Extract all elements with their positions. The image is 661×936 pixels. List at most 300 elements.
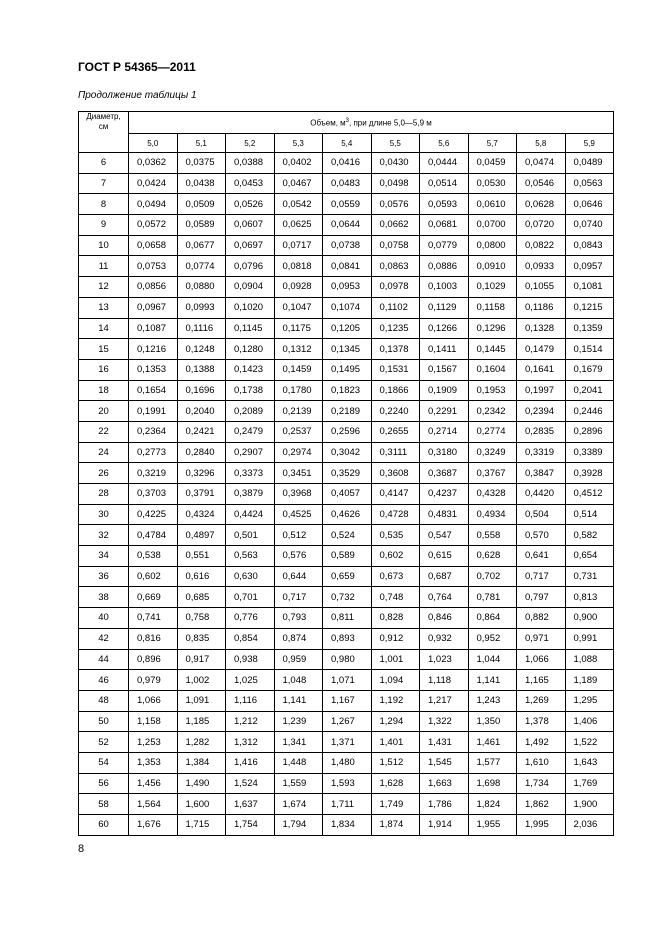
- volume-cell: 0,0800: [468, 235, 517, 256]
- volume-cell: 0,0402: [274, 153, 323, 174]
- volume-cell: 0,602: [371, 546, 420, 567]
- volume-cell: 0,1248: [177, 339, 226, 360]
- volume-cell: 0,0628: [517, 194, 566, 215]
- volume-cell: 0,4897: [177, 525, 226, 546]
- diameter-cell: 60: [79, 815, 129, 836]
- volume-cell: 0,659: [323, 566, 372, 587]
- volume-cell: 0,1116: [177, 318, 226, 339]
- volume-cell: 0,816: [129, 628, 178, 649]
- volume-cell: 0,0904: [226, 277, 275, 298]
- volume-cell: 0,3451: [274, 463, 323, 484]
- volume-cell: 0,2342: [468, 401, 517, 422]
- volume-cell: 0,0563: [565, 173, 614, 194]
- volume-cell: 0,0362: [129, 153, 178, 174]
- volume-cell: 0,1235: [371, 318, 420, 339]
- volume-cell: 0,0993: [177, 297, 226, 318]
- volume-cell: 0,1641: [517, 359, 566, 380]
- volume-cell: 0,1445: [468, 339, 517, 360]
- table-continuation-caption: Продолжение таблицы 1: [78, 90, 197, 101]
- volume-cell: 0,2835: [517, 421, 566, 442]
- volume-cell: 1,406: [565, 711, 614, 732]
- volume-cell: 0,0967: [129, 297, 178, 318]
- table-row: [79, 318, 614, 339]
- table-row: [79, 256, 614, 277]
- volume-cell: 0,1020: [226, 297, 275, 318]
- length-header-cell: 5,9: [565, 134, 614, 153]
- volume-cell: 1,023: [420, 649, 469, 670]
- volume-cell: 0,0933: [517, 256, 566, 277]
- volume-cell: 0,991: [565, 628, 614, 649]
- length-header-cell: 5,8: [517, 134, 566, 153]
- volume-cell: 0,1003: [420, 277, 469, 298]
- volume-cell: 0,0559: [323, 194, 372, 215]
- volume-cell: 0,2840: [177, 442, 226, 463]
- volume-cell: 0,1654: [129, 380, 178, 401]
- volume-cell: 0,669: [129, 587, 178, 608]
- volume-cell: 0,835: [177, 628, 226, 649]
- volume-cell: 0,3879: [226, 484, 275, 505]
- volume-cell: 0,1055: [517, 277, 566, 298]
- volume-cell: 0,932: [420, 628, 469, 649]
- volume-cell: 0,0542: [274, 194, 323, 215]
- volume-cell: 0,1738: [226, 380, 275, 401]
- volume-cell: 0,0953: [323, 277, 372, 298]
- table-row: [79, 670, 614, 691]
- volume-cell: 0,0658: [129, 235, 178, 256]
- volume-cell: 0,0662: [371, 215, 420, 236]
- volume-table: [78, 111, 614, 836]
- volume-cell: 0,1388: [177, 359, 226, 380]
- diameter-cell: 36: [79, 566, 129, 587]
- volume-cell: 0,1823: [323, 380, 372, 401]
- volume-cell: 0,4512: [565, 484, 614, 505]
- volume-cell: 0,4626: [323, 504, 372, 525]
- volume-cell: 0,0589: [177, 215, 226, 236]
- table-row: [79, 442, 614, 463]
- volume-cell: 0,0416: [323, 153, 372, 174]
- volume-cell: 0,912: [371, 628, 420, 649]
- volume-cell: 0,0514: [420, 173, 469, 194]
- diameter-cell: 11: [79, 256, 129, 277]
- volume-cell: 0,0430: [371, 153, 420, 174]
- volume-cell: 1,698: [468, 773, 517, 794]
- volume-cell: 0,2479: [226, 421, 275, 442]
- volume-cell: 0,3249: [468, 442, 517, 463]
- table-row: [79, 339, 614, 360]
- volume-cell: 0,2774: [468, 421, 517, 442]
- table-row: [79, 608, 614, 629]
- volume-cell: 0,4831: [420, 504, 469, 525]
- volume-cell: 0,1567: [420, 359, 469, 380]
- volume-cell: 1,862: [517, 794, 566, 815]
- volume-cell: 0,0526: [226, 194, 275, 215]
- volume-cell: 0,0796: [226, 256, 275, 277]
- volume-cell: 0,781: [468, 587, 517, 608]
- volume-cell: 0,1411: [420, 339, 469, 360]
- table-row: [79, 628, 614, 649]
- volume-header-suffix: , при длине 5,0—5,9 м: [349, 118, 432, 128]
- volume-cell: 0,641: [517, 546, 566, 567]
- volume-cell: 1,416: [226, 752, 275, 773]
- volume-cell: 1,955: [468, 815, 517, 836]
- diameter-cell: 32: [79, 525, 129, 546]
- diameter-cell: 7: [79, 173, 129, 194]
- volume-cell: 0,1479: [517, 339, 566, 360]
- page-number: 8: [78, 843, 85, 855]
- volume-cell: 0,0453: [226, 173, 275, 194]
- volume-cell: 1,874: [371, 815, 420, 836]
- diameter-cell: 40: [79, 608, 129, 629]
- diameter-cell: 24: [79, 442, 129, 463]
- volume-cell: 0,0576: [371, 194, 420, 215]
- volume-cell: 0,0856: [129, 277, 178, 298]
- volume-cell: 0,2596: [323, 421, 372, 442]
- volume-cell: 0,764: [420, 587, 469, 608]
- volume-cell: 0,980: [323, 649, 372, 670]
- volume-cell: 0,2974: [274, 442, 323, 463]
- volume-cell: 0,0438: [177, 173, 226, 194]
- volume-cell: 1,071: [323, 670, 372, 691]
- volume-cell: 0,673: [371, 566, 420, 587]
- volume-cell: 1,141: [468, 670, 517, 691]
- volume-cell: 1,118: [420, 670, 469, 691]
- volume-cell: 0,0444: [420, 153, 469, 174]
- volume-cell: 1,371: [323, 732, 372, 753]
- volume-cell: 1,217: [420, 690, 469, 711]
- volume-cell: 0,2537: [274, 421, 323, 442]
- diameter-cell: 10: [79, 235, 129, 256]
- volume-cell: 0,971: [517, 628, 566, 649]
- diameter-label: Диаметр,: [86, 112, 121, 121]
- diameter-cell: 12: [79, 277, 129, 298]
- volume-cell: 1,674: [274, 794, 323, 815]
- volume-cell: 0,893: [323, 628, 372, 649]
- volume-cell: 1,088: [565, 649, 614, 670]
- diameter-cell: 9: [79, 215, 129, 236]
- volume-cell: 0,0928: [274, 277, 323, 298]
- volume-cell: 0,0625: [274, 215, 323, 236]
- volume-cell: 0,4324: [177, 504, 226, 525]
- volume-cell: 0,959: [274, 649, 323, 670]
- diameter-cell: 46: [79, 670, 129, 691]
- volume-cell: 0,628: [468, 546, 517, 567]
- volume-cell: 0,0681: [420, 215, 469, 236]
- volume-cell: 0,0738: [323, 235, 372, 256]
- volume-cell: 0,0607: [226, 215, 275, 236]
- volume-cell: 0,1604: [468, 359, 517, 380]
- volume-cell: 0,0717: [274, 235, 323, 256]
- diameter-cell: 54: [79, 752, 129, 773]
- volume-cell: 0,0483: [323, 173, 372, 194]
- volume-cell: 0,3296: [177, 463, 226, 484]
- diameter-cell: 56: [79, 773, 129, 794]
- diameter-cell: 50: [79, 711, 129, 732]
- volume-cell: 0,514: [565, 504, 614, 525]
- volume-cell: 1,492: [517, 732, 566, 753]
- table-row: [79, 380, 614, 401]
- volume-cell: 0,654: [565, 546, 614, 567]
- volume-cell: 0,589: [323, 546, 372, 567]
- volume-cell: 0,2089: [226, 401, 275, 422]
- table-row: [79, 649, 614, 670]
- volume-cell: 0,874: [274, 628, 323, 649]
- volume-cell: 0,0818: [274, 256, 323, 277]
- volume-cell: 1,663: [420, 773, 469, 794]
- volume-cell: 0,615: [420, 546, 469, 567]
- volume-cell: 0,979: [129, 670, 178, 691]
- volume-cell: 0,0740: [565, 215, 614, 236]
- volume-cell: 1,545: [420, 752, 469, 773]
- document-header: ГОСТ Р 54365—2011: [78, 60, 196, 74]
- volume-cell: 1,564: [129, 794, 178, 815]
- volume-cell: 0,0677: [177, 235, 226, 256]
- diameter-cell: 16: [79, 359, 129, 380]
- volume-cell: 0,3608: [371, 463, 420, 484]
- diameter-cell: 30: [79, 504, 129, 525]
- volume-cell: 1,628: [371, 773, 420, 794]
- volume-cell: 1,048: [274, 670, 323, 691]
- volume-cell: 0,0863: [371, 256, 420, 277]
- diameter-cell: 22: [79, 421, 129, 442]
- volume-cell: 0,4424: [226, 504, 275, 525]
- length-header-row: [79, 134, 614, 153]
- volume-cell: 0,717: [517, 566, 566, 587]
- volume-cell: 0,0886: [420, 256, 469, 277]
- volume-cell: 1,044: [468, 649, 517, 670]
- volume-cell: 0,0494: [129, 194, 178, 215]
- volume-cell: 0,1129: [420, 297, 469, 318]
- volume-cell: 0,1186: [517, 297, 566, 318]
- volume-cell: 0,0572: [129, 215, 178, 236]
- diameter-cell: 52: [79, 732, 129, 753]
- volume-cell: 0,0610: [468, 194, 517, 215]
- volume-cell: 0,4728: [371, 504, 420, 525]
- volume-cell: 1,456: [129, 773, 178, 794]
- volume-cell: 0,644: [274, 566, 323, 587]
- table-row: [79, 752, 614, 773]
- volume-cell: 0,0774: [177, 256, 226, 277]
- volume-cell: 0,616: [177, 566, 226, 587]
- volume-cell: 0,3389: [565, 442, 614, 463]
- volume-cell: 0,1359: [565, 318, 614, 339]
- volume-cell: 0,0843: [565, 235, 614, 256]
- volume-cell: 0,0753: [129, 256, 178, 277]
- volume-cell: 1,167: [323, 690, 372, 711]
- table-row: [79, 711, 614, 732]
- volume-cell: 0,504: [517, 504, 566, 525]
- volume-cell: 0,0546: [517, 173, 566, 194]
- volume-cell: 0,732: [323, 587, 372, 608]
- volume-cell: 0,797: [517, 587, 566, 608]
- volume-cell: 0,2364: [129, 421, 178, 442]
- volume-cell: 1,490: [177, 773, 226, 794]
- volume-cell: 0,1345: [323, 339, 372, 360]
- volume-cell: 1,295: [565, 690, 614, 711]
- volume-cell: 0,0530: [468, 173, 517, 194]
- volume-cell: 1,269: [517, 690, 566, 711]
- volume-cell: 1,559: [274, 773, 323, 794]
- volume-cell: 1,192: [371, 690, 420, 711]
- volume-cell: 0,0489: [565, 153, 614, 174]
- volume-cell: 0,547: [420, 525, 469, 546]
- volume-cell: 1,378: [517, 711, 566, 732]
- volume-cell: 0,0841: [323, 256, 372, 277]
- volume-cell: 1,401: [371, 732, 420, 753]
- table-row: [79, 484, 614, 505]
- volume-cell: 0,3687: [420, 463, 469, 484]
- volume-cell: 0,524: [323, 525, 372, 546]
- volume-cell: 1,312: [226, 732, 275, 753]
- length-header-cell: 5,2: [226, 134, 275, 153]
- volume-cell: 0,2896: [565, 421, 614, 442]
- volume-cell: 1,353: [129, 752, 178, 773]
- volume-cell: 1,066: [517, 649, 566, 670]
- volume-cell: 1,189: [565, 670, 614, 691]
- volume-cell: 0,0375: [177, 153, 226, 174]
- volume-cell: 0,3042: [323, 442, 372, 463]
- volume-cell: 1,025: [226, 670, 275, 691]
- volume-cell: 0,1029: [468, 277, 517, 298]
- volume-cell: 0,1378: [371, 339, 420, 360]
- volume-cell: 0,3219: [129, 463, 178, 484]
- diameter-cell: 18: [79, 380, 129, 401]
- volume-cell: 1,900: [565, 794, 614, 815]
- volume-cell: 0,1102: [371, 297, 420, 318]
- volume-column-header: [129, 112, 614, 134]
- volume-header-prefix: Объем, м: [310, 118, 346, 128]
- volume-cell: 0,4057: [323, 484, 372, 505]
- volume-cell: 1,322: [420, 711, 469, 732]
- volume-cell: 0,512: [274, 525, 323, 546]
- volume-cell: 1,341: [274, 732, 323, 753]
- diameter-cell: 20: [79, 401, 129, 422]
- diameter-unit: см: [98, 122, 109, 131]
- volume-cell: 1,676: [129, 815, 178, 836]
- volume-cell: 1,431: [420, 732, 469, 753]
- volume-cell: 0,3847: [517, 463, 566, 484]
- volume-cell: 0,1531: [371, 359, 420, 380]
- diameter-column-header: [79, 112, 129, 153]
- volume-cell: 0,2240: [371, 401, 420, 422]
- volume-cell: 1,141: [274, 690, 323, 711]
- volume-cell: 0,0646: [565, 194, 614, 215]
- volume-cell: 0,687: [420, 566, 469, 587]
- volume-cell: 0,0779: [420, 235, 469, 256]
- volume-cell: 0,685: [177, 587, 226, 608]
- volume-cell: 0,1216: [129, 339, 178, 360]
- diameter-cell: 8: [79, 194, 129, 215]
- volume-cell: 0,846: [420, 608, 469, 629]
- volume-cell: 0,1353: [129, 359, 178, 380]
- volume-cell: 1,480: [323, 752, 372, 773]
- table-row: [79, 235, 614, 256]
- volume-cell: 1,165: [517, 670, 566, 691]
- volume-cell: 0,0424: [129, 173, 178, 194]
- table-row: [79, 173, 614, 194]
- volume-cell: 1,384: [177, 752, 226, 773]
- volume-cell: 0,3791: [177, 484, 226, 505]
- volume-cell: 0,938: [226, 649, 275, 670]
- volume-cell: 0,701: [226, 587, 275, 608]
- volume-cell: 0,4525: [274, 504, 323, 525]
- volume-cell: 0,1991: [129, 401, 178, 422]
- volume-cell: 0,0697: [226, 235, 275, 256]
- volume-cell: 0,2041: [565, 380, 614, 401]
- volume-cell: 0,1866: [371, 380, 420, 401]
- volume-cell: 0,2189: [323, 401, 372, 422]
- volume-cell: 0,563: [226, 546, 275, 567]
- volume-cell: 0,758: [177, 608, 226, 629]
- table-row: [79, 504, 614, 525]
- volume-cell: 1,711: [323, 794, 372, 815]
- table-row: [79, 297, 614, 318]
- volume-cell: 1,001: [371, 649, 420, 670]
- volume-cell: 0,2291: [420, 401, 469, 422]
- volume-cell: 0,811: [323, 608, 372, 629]
- volume-cell: 0,1175: [274, 318, 323, 339]
- volume-cell: 0,3928: [565, 463, 614, 484]
- diameter-cell: 48: [79, 690, 129, 711]
- volume-header-sup: 3: [345, 117, 349, 124]
- volume-cell: 0,702: [468, 566, 517, 587]
- volume-cell: 1,066: [129, 690, 178, 711]
- volume-cell: 0,813: [565, 587, 614, 608]
- volume-cell: 0,3180: [420, 442, 469, 463]
- volume-cell: 0,3111: [371, 442, 420, 463]
- volume-cell: 0,2714: [420, 421, 469, 442]
- length-header-cell: 5,3: [274, 134, 323, 153]
- diameter-cell: 58: [79, 794, 129, 815]
- volume-cell: 0,0474: [517, 153, 566, 174]
- volume-cell: 0,0957: [565, 256, 614, 277]
- table-row: [79, 401, 614, 422]
- volume-cell: 0,1296: [468, 318, 517, 339]
- table-row: [79, 794, 614, 815]
- volume-cell: 0,602: [129, 566, 178, 587]
- volume-cell: 0,1997: [517, 380, 566, 401]
- volume-cell: 1,350: [468, 711, 517, 732]
- volume-cell: 0,558: [468, 525, 517, 546]
- volume-cell: 0,1145: [226, 318, 275, 339]
- volume-cell: 1,834: [323, 815, 372, 836]
- volume-cell: 0,0467: [274, 173, 323, 194]
- volume-cell: 1,294: [371, 711, 420, 732]
- volume-cell: 0,4147: [371, 484, 420, 505]
- volume-cell: 0,4934: [468, 504, 517, 525]
- volume-cell: 1,577: [468, 752, 517, 773]
- volume-cell: 1,749: [371, 794, 420, 815]
- volume-cell: 1,769: [565, 773, 614, 794]
- table-row: [79, 525, 614, 546]
- table-row: [79, 194, 614, 215]
- volume-cell: 0,4420: [517, 484, 566, 505]
- length-header-cell: 5,6: [420, 134, 469, 153]
- volume-cell: 1,754: [226, 815, 275, 836]
- length-header-cell: 5,1: [177, 134, 226, 153]
- volume-cell: 0,3703: [129, 484, 178, 505]
- table-row: [79, 732, 614, 753]
- volume-cell: 0,793: [274, 608, 323, 629]
- volume-cell: 0,0822: [517, 235, 566, 256]
- volume-table-body: [79, 153, 614, 836]
- volume-cell: 0,1423: [226, 359, 275, 380]
- volume-cell: 1,715: [177, 815, 226, 836]
- volume-cell: 1,243: [468, 690, 517, 711]
- volume-cell: 1,734: [517, 773, 566, 794]
- volume-cell: 0,1266: [420, 318, 469, 339]
- diameter-cell: 28: [79, 484, 129, 505]
- volume-cell: 1,094: [371, 670, 420, 691]
